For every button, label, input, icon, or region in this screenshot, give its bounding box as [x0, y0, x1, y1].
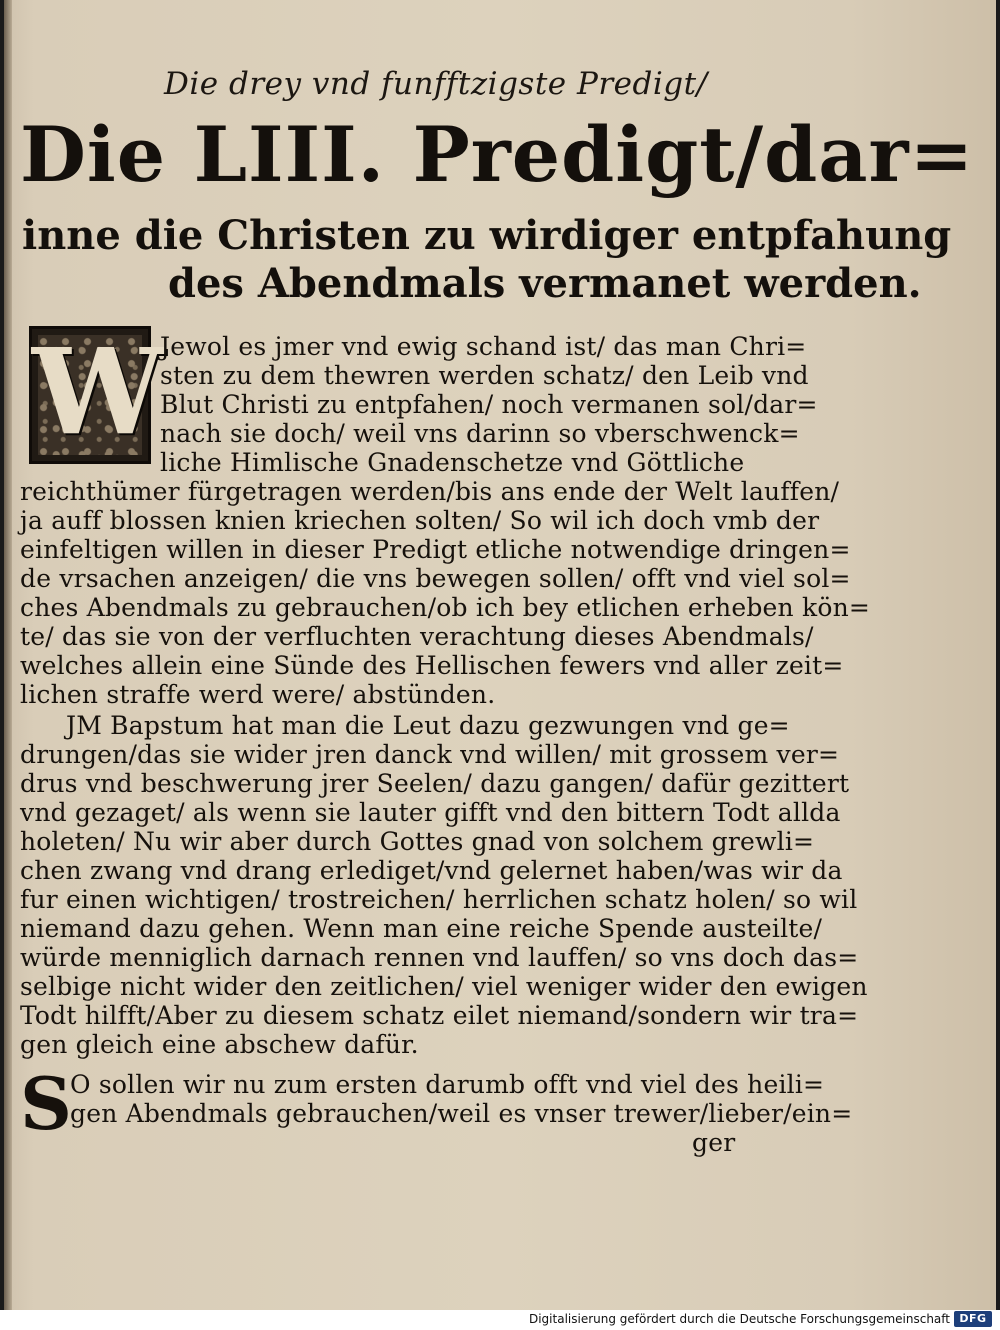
title-line-1: Die LIII. Predigt/dar=: [20, 110, 975, 199]
text-line: würde menniglich darnach rennen vnd lauffen/ so vns doch das=: [20, 943, 859, 972]
text-line: de vrsachen anzeigen/ die vns bewegen sollen/ offt vnd viel sol=: [20, 564, 851, 593]
text-line: chen zwang vnd drang erlediget/vnd gelernet haben/was wir da: [20, 856, 843, 885]
text-line: vnd gezaget/ als wenn sie lauter gifft vnd den bittern Todt allda: [20, 798, 841, 827]
catchword: ger: [692, 1128, 736, 1157]
title-line-2: inne die Christen zu wirdiger entpfahung: [22, 212, 952, 259]
page-gutter: [4, 0, 12, 1310]
title-line-3: des Abendmals vermanet werden.: [168, 260, 922, 307]
footer-bar: [0, 1310, 1000, 1330]
text-line: sten zu dem thewren werden schatz/ den Leib vnd: [160, 361, 809, 390]
text-line: liche Himlische Gnadenschetze vnd Göttliche: [160, 448, 745, 477]
text-line: ja auff blossen knien kriechen solten/ So wil ich doch vmb der: [20, 506, 820, 535]
funding-credit: Digitalisierung gefördert durch die Deutsche Forschungsgemeinschaft: [528, 1312, 950, 1326]
text-line: te/ das sie von der verfluchten verachtung dieses Abendmals/: [20, 622, 814, 651]
text-line: nach sie doch/ weil vns darinn so vberschwenck=: [160, 419, 800, 448]
text-line: selbige nicht wider den zeitlichen/ viel weniger wider den ewigen: [20, 972, 868, 1001]
text-line: welches allein eine Sünde des Hellischen fewers vnd aller zeit=: [20, 651, 844, 680]
book-page: [4, 0, 996, 1310]
text-line: fur einen wichtigen/ trostreichen/ herrlichen schatz holen/ so wil: [20, 885, 858, 914]
text-line: ches Abendmals zu gebrauchen/ob ich bey etlichen erheben kön=: [20, 593, 871, 622]
text-line: einfeltigen willen in dieser Predigt etliche notwendige dringen=: [20, 535, 851, 564]
text-line: Todt hilfft/Aber zu diesem schatz eilet niemand/sondern wir tra=: [20, 1001, 859, 1030]
initial-letter-s: S: [20, 1061, 72, 1146]
text-line: gen Abendmals gebrauchen/weil es vnser trewer/lieber/ein=: [70, 1099, 853, 1128]
initial-letter: W: [32, 322, 165, 461]
text-line: drungen/das sie wider jren danck vnd willen/ mit grossem ver=: [20, 740, 840, 769]
text-line: Blut Christi zu entpfahen/ noch vermanen sol/dar=: [160, 390, 818, 419]
text-line: holeten/ Nu wir aber durch Gottes gnad von solchem grewli=: [20, 827, 815, 856]
text-line: niemand dazu gehen. Wenn man eine reiche Spende austeilte/: [20, 914, 823, 943]
text-line: O sollen wir nu zum ersten darumb offt vnd viel des heili=: [70, 1070, 825, 1099]
dfg-logo: DFG: [954, 1311, 992, 1327]
decorated-initial-w: [29, 322, 165, 464]
running-head: Die drey vnd funfftzigste Predigt/: [164, 66, 708, 102]
text-line: JM Bapstum hat man die Leut dazu gezwungen vnd ge=: [66, 711, 790, 740]
text-line: reichthümer fürgetragen werden/bis ans ende der Welt lauffen/: [20, 477, 840, 506]
text-line: lichen straffe werd were/ abstünden.: [20, 680, 496, 709]
text-line: Jewol es jmer vnd ewig schand ist/ das man Chri=: [160, 332, 807, 361]
text-line: drus vnd beschwerung jrer Seelen/ dazu gangen/ dafür gezittert: [20, 769, 850, 798]
text-line: gen gleich eine abschew dafür.: [20, 1030, 419, 1059]
